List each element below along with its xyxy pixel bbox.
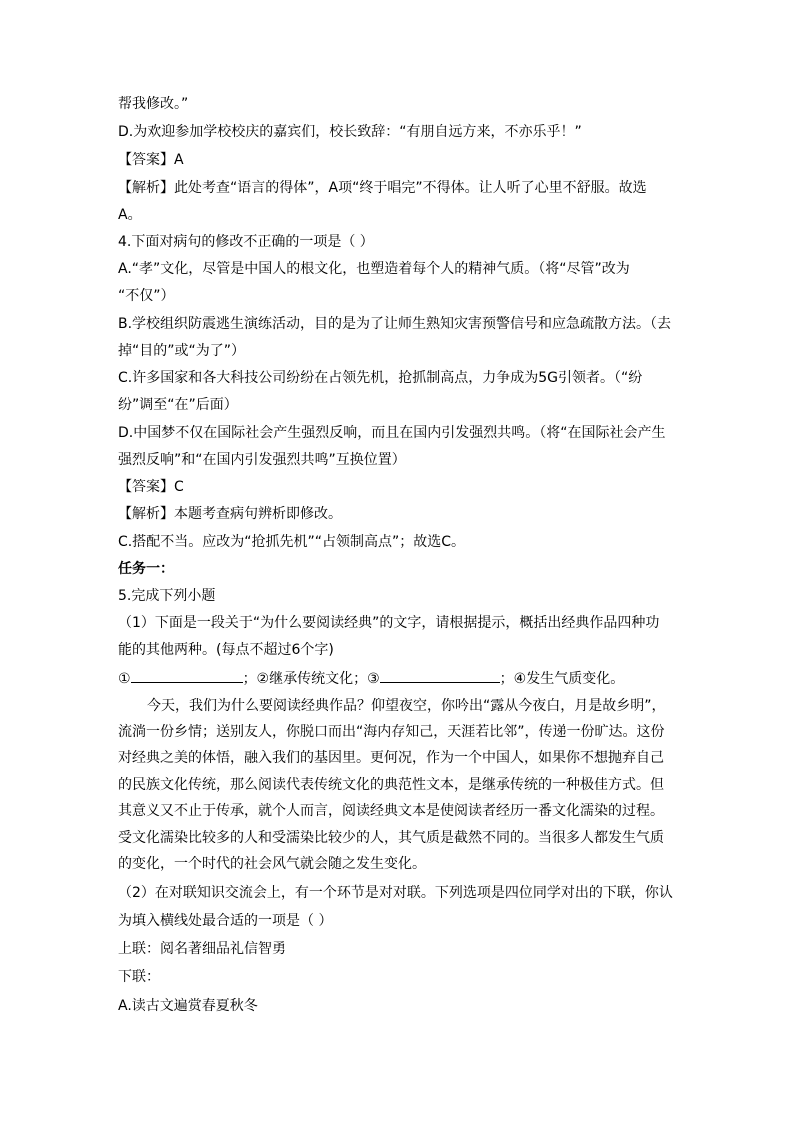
option-d-text-2-cont: 强烈反响”和“在国内引发强烈共鸣”互换位置） — [118, 452, 406, 468]
analysis-text-cont: A。 — [118, 207, 142, 223]
subquestion-1: （1）下面是一段关于“为什么要阅读经典”的文字，请根据提示，概括出经典作品四种功 — [118, 615, 660, 631]
option-a-text-cont: “不仅”） — [118, 288, 175, 304]
fill-prefix: ① — [118, 671, 131, 687]
analysis-text-2: 【解析】本题考查病句辨析即修改。 — [118, 506, 342, 522]
passage-line: 流淌一份乡情；送别友人，你脱口而出“海内存知己，天涯若比邻”，传递一份旷达。这份 — [118, 724, 665, 740]
task-heading: 任务一： — [118, 561, 174, 577]
question-4: 4.下面对病句的修改不正确的一项是（ ） — [118, 234, 374, 250]
answer-blank-1[interactable] — [131, 669, 243, 683]
passage-line: 今天，我们为什么要阅读经典作品？仰望夜空，你吟出“露从今夜白，月是故乡明”， — [147, 698, 666, 714]
fill-middle: ；②继承传统文化；③ — [242, 671, 380, 687]
fill-in-line — [118, 669, 678, 688]
option-c-text: C.许多国家和各大科技公司纷纷在占领先机，抢抓制高点，力争成为5G引领者。（“纷 — [118, 370, 643, 386]
subquestion-2-cont: 为填入横线处最合适的一项是（ ） — [118, 913, 333, 929]
subquestion-2: （2）在对联知识交流会上，有一个环节是对对联。下列选项是四位同学对出的下联，你认 — [118, 885, 673, 901]
option-b-text: B.学校组织防震逃生演练活动，目的是为了让师生熟知灾害预警信号和应急疏散方法。（去 — [118, 316, 672, 332]
analysis-text: 【解析】此处考查“语言的得体”，A项“终于唱完”不得体。让人听了心里不舒服。故选 — [118, 180, 647, 196]
option-c-text-cont: 纷”调至“在”后面） — [118, 397, 238, 413]
option-a-couplet: A.读古文遍赏春夏秋冬 — [118, 998, 258, 1014]
answer-label-2: 【答案】C — [118, 479, 184, 495]
passage-line: 的民族文化传统，那么阅读代表传统文化的典范性文本，是继承传统的一种极佳方式。但 — [118, 777, 664, 793]
upper-couplet: 上联：阅名著细品礼信智勇 — [118, 941, 286, 957]
answer-label: 【答案】A — [118, 152, 184, 168]
passage-line: 的变化，一个时代的社会风气就会随之发生变化。 — [118, 856, 426, 872]
option-a-text: A.“孝”文化，尽管是中国人的根文化，也塑造着每个人的精神气质。（将“尽管”改为 — [118, 261, 630, 277]
passage-line: 其意义又不止于传承，就个人而言，阅读经典文本是使阅读者经历一番文化濡染的过程。 — [118, 803, 664, 819]
text-line: 帮我修改。” — [118, 96, 189, 112]
fill-suffix: ；④发生气质变化。 — [499, 671, 625, 687]
option-b-text-cont: 掉“目的”或“为了”） — [118, 343, 246, 359]
passage-line: 对经典之美的体悟，融入我们的基因里。更何况，作为一个中国人，如果你不想抛弃自己 — [118, 750, 664, 766]
answer-blank-2[interactable] — [380, 669, 500, 683]
option-d-text: D.为欢迎参加学校校庆的嘉宾们，校长致辞：“有朋自远方来，不亦乐乎！” — [118, 124, 582, 140]
lower-couplet-label: 下联： — [118, 969, 160, 985]
option-d-text-2: D.中国梦不仅在国际社会产生强烈反响，而且在国内引发强烈共鸣。（将“在国际社会产生 — [118, 425, 666, 441]
analysis-text-2-cont: C.搭配不当。应改为“抢抓先机”“占领制高点”；故选C。 — [118, 534, 466, 550]
subquestion-1-cont: 能的其他两种。(每点不超过6个字) — [118, 642, 334, 658]
question-5: 5.完成下列小题 — [118, 588, 216, 604]
passage-line: 受文化濡染比较多的人和受濡染比较少的人，其气质是截然不同的。当很多人都发生气质 — [118, 830, 664, 846]
